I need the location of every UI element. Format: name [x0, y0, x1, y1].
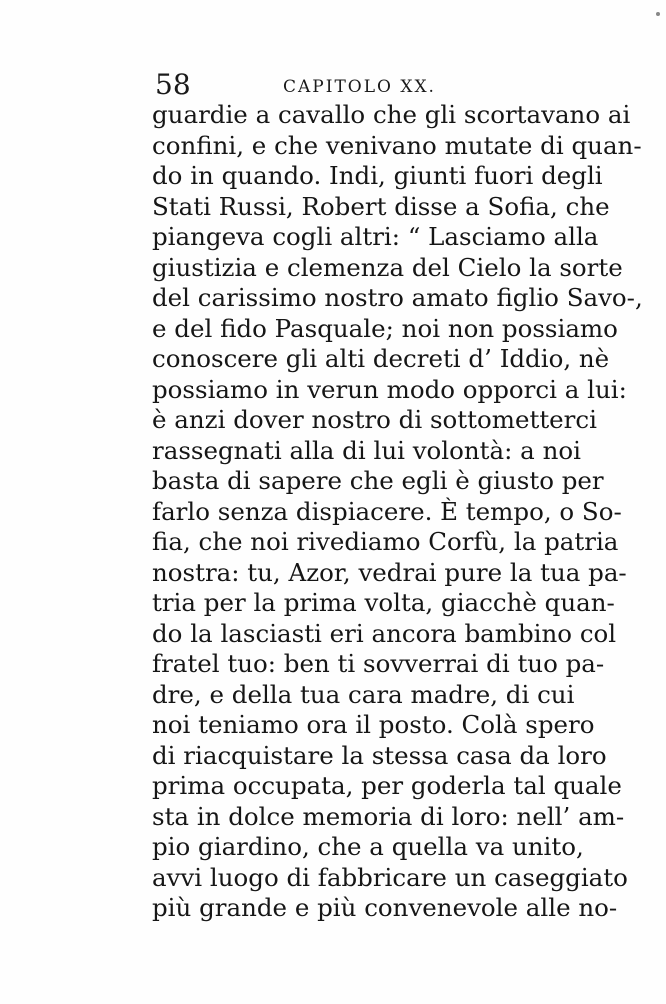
text-line: guardie a cavallo che gli scortavano ai [152, 100, 631, 129]
text-line: do in quando. Indi, giunti fuori degli [152, 161, 603, 190]
text-line: fratel tuo: ben ti sovverrai di tuo pa- [152, 649, 605, 678]
page-header [155, 68, 575, 102]
text-line: nostra: tu, Azor, vedrai pure la tua pa- [152, 557, 627, 587]
text-line: avvi luogo di fabbricare un caseggiato [152, 862, 628, 892]
ink-speck [656, 12, 660, 16]
text-line: giustizia e clemenza del Cielo la sorte [152, 252, 623, 282]
text-line: piangeva cogli altri: “ Lasciamo alla [152, 222, 599, 251]
text-line: del carissimo nostro amato figlio Savo-, [152, 283, 643, 312]
text-line: sta in dolce memoria di loro: nell’ am- [152, 801, 625, 831]
text-line: fia, che noi rivediamo Corfù, la patria [152, 527, 619, 556]
text-line: prima occupata, per goderla tal quale [152, 771, 622, 800]
running-head: CAPITOLO XX. [283, 77, 436, 97]
text-line: e del fido Pasquale; noi non possiamo [152, 313, 618, 343]
text-line: è anzi dover nostro di sottometterci [152, 405, 597, 434]
text-line: di riacquistare la stessa casa da loro [152, 740, 607, 770]
text-line: pio giardino, che a quella va unito, [152, 832, 584, 861]
text-line: rassegnati alla di lui volontà: a noi [152, 435, 581, 465]
text-line: farlo senza dispiacere. È tempo, o So- [152, 496, 622, 526]
page-number: 58 [155, 68, 191, 101]
text-line: do la lasciasti eri ancora bambino col [152, 618, 617, 648]
text-line: possiamo in verun modo opporci a lui: [152, 374, 627, 404]
text-line: basta di sapere che egli è giusto per [152, 466, 604, 495]
text-line: più grande e più convenevole alle no- [152, 893, 618, 922]
text-line: dre, e della tua cara madre, di cui [152, 679, 575, 709]
text-line: noi teniamo ora il posto. Colà spero [152, 710, 595, 739]
text-line: tria per la prima volta, giacchè quan- [152, 588, 615, 617]
text-line: conoscere gli alti decreti d’ Iddio, nè [152, 344, 610, 373]
body-text [152, 100, 643, 924]
text-line: Stati Russi, Robert disse a Sofia, che [152, 191, 610, 221]
text-line: confini, e che venivano mutate di quan- [152, 130, 642, 160]
